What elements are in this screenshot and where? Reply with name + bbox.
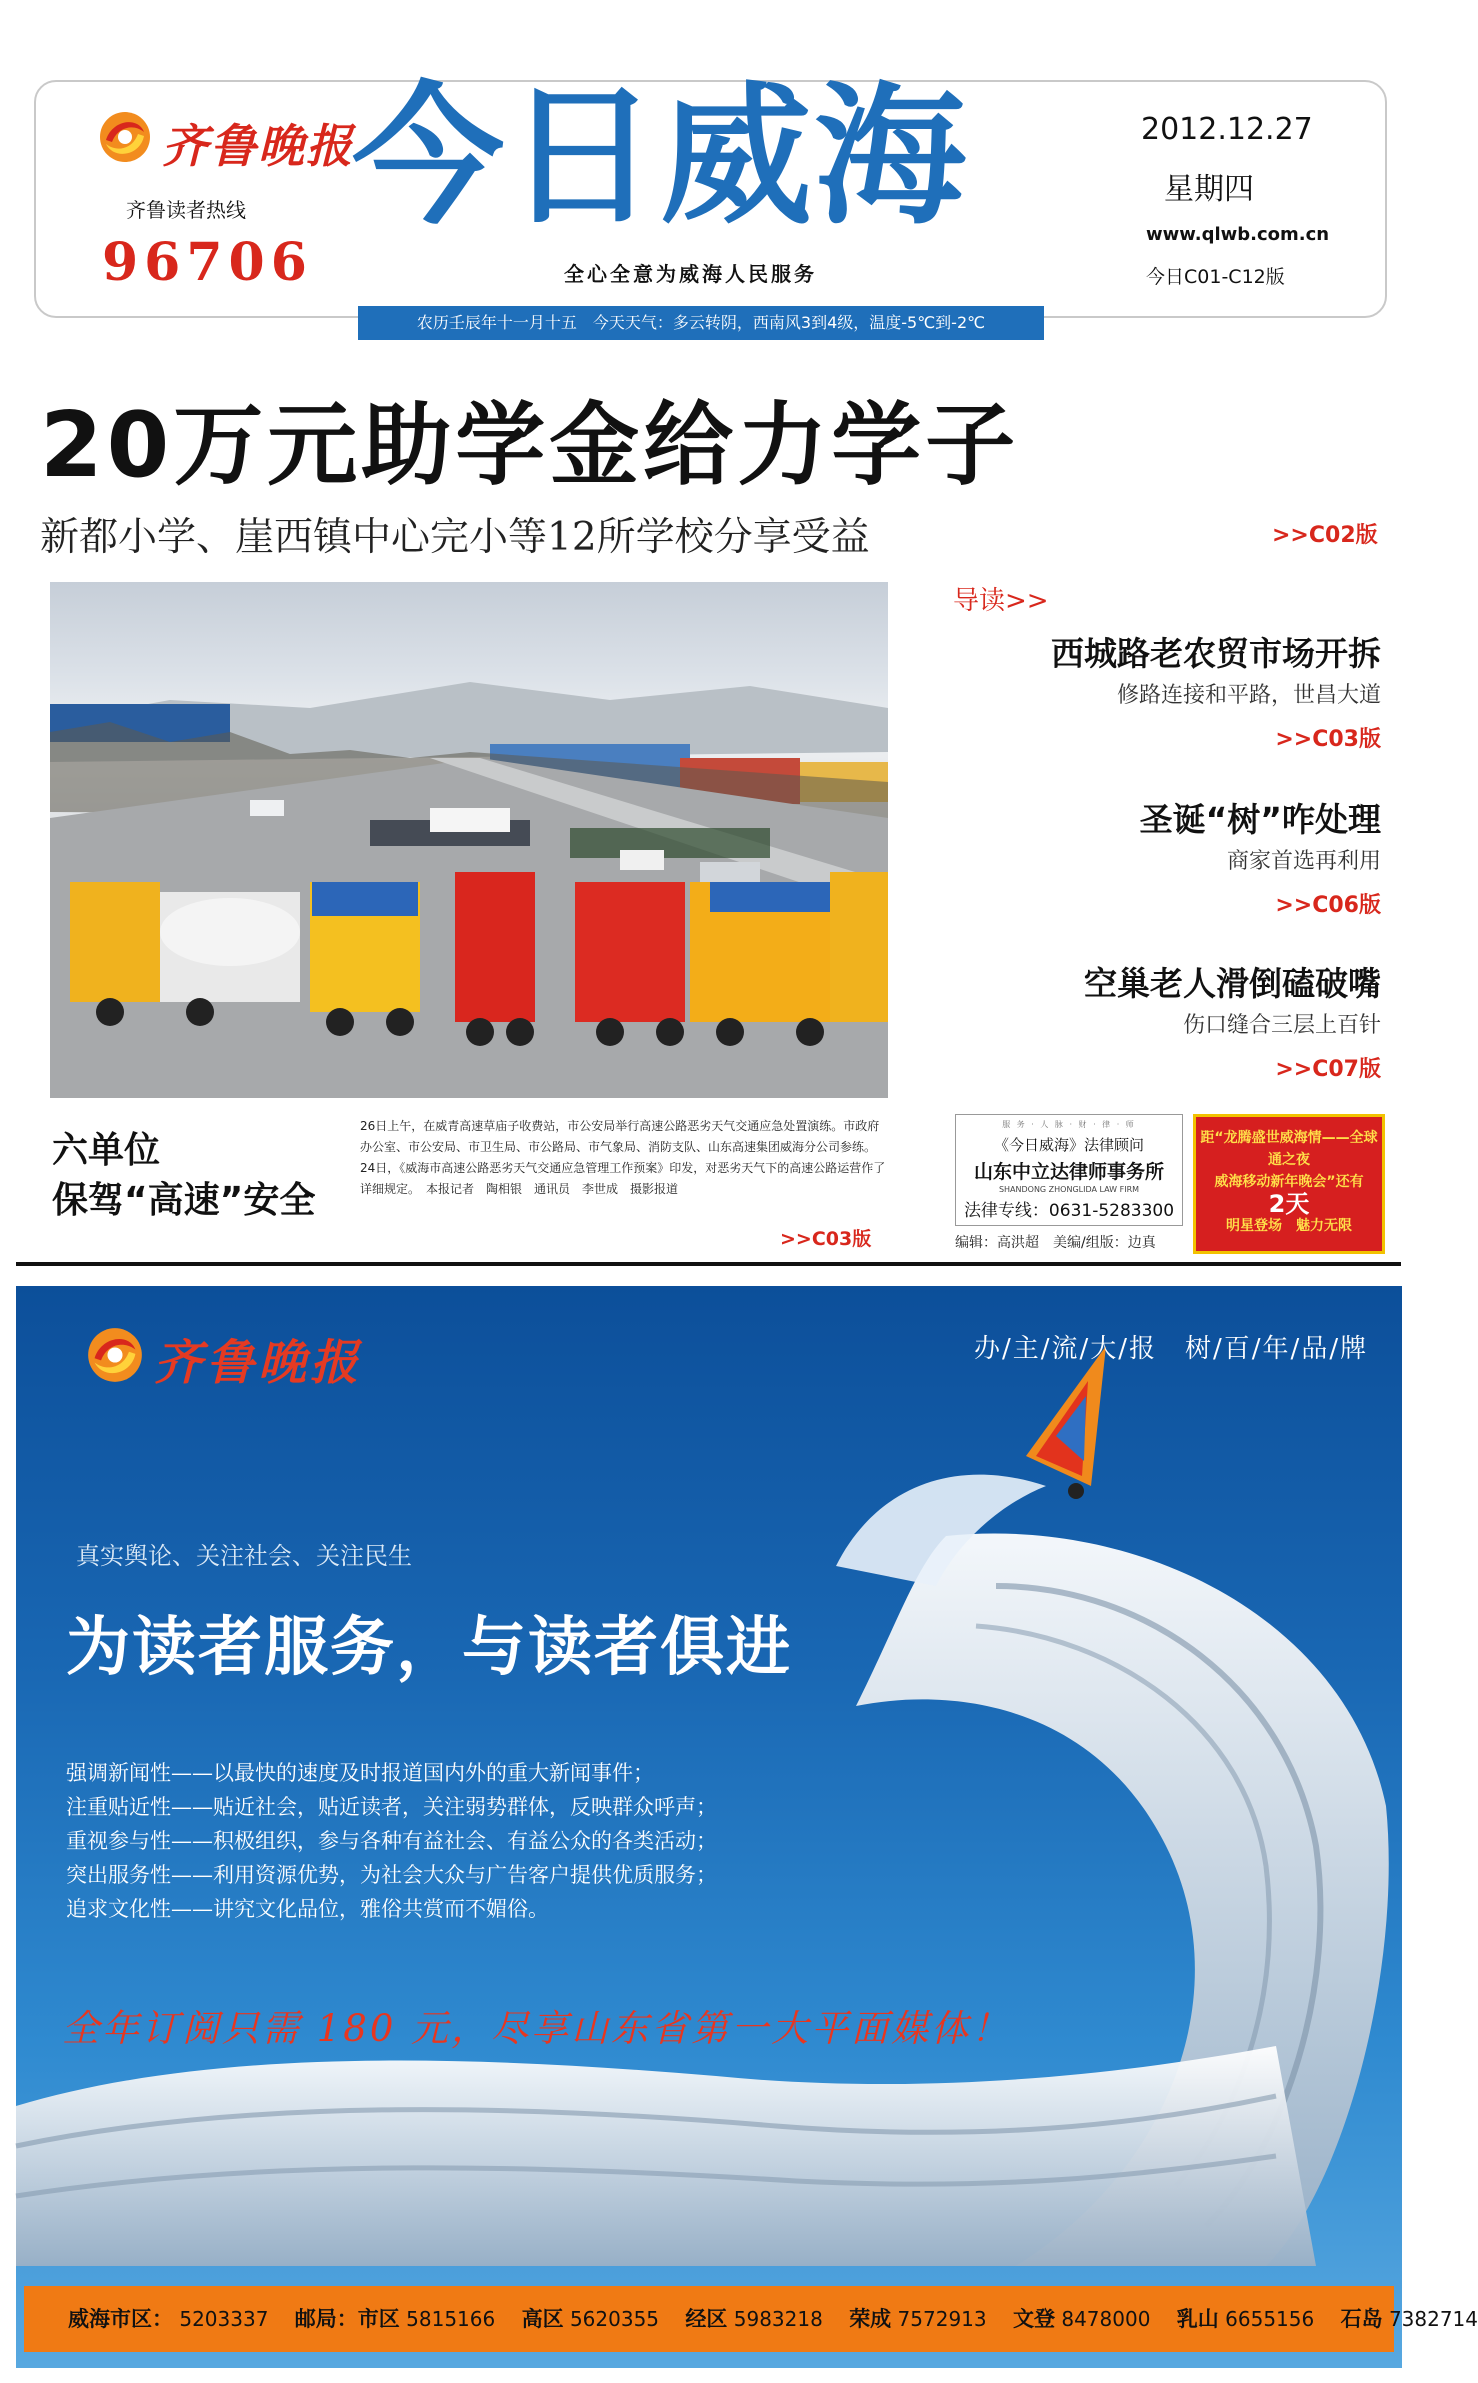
guide-item-jump[interactable]: >>C03版	[1275, 727, 1381, 752]
ad-motto: 办/主/流/大/报 树/百/年/品/牌	[974, 1334, 1369, 1364]
highway-drill-photo	[50, 582, 888, 1098]
newspaper-logo	[70, 104, 360, 173]
contact-label: 文登	[1012, 2307, 1055, 2331]
ad-point: 追求文化性——讲究文化品位，雅俗共赏而不媚俗。	[66, 1897, 549, 1921]
contact-label: 邮局：市区	[294, 2307, 400, 2331]
contact-number: 7572913	[897, 2307, 987, 2331]
swirl-logo-icon	[86, 1326, 144, 1384]
ad-logo-text: 齐鲁晚报	[154, 1335, 363, 1391]
guide-item-jump[interactable]: >>C07版	[1275, 1057, 1381, 1082]
ad-point: 注重贴近性——贴近社会，贴近读者，关注弱势群体，反映群众呼声；	[66, 1795, 717, 1819]
ad-point: 突出服务性——利用资源优势，为社会大众与广告客户提供优质服务；	[66, 1863, 717, 1887]
guide-label: 导读>>	[953, 586, 1049, 616]
ad-tagline: 真实舆论、关注社会、关注民生	[76, 1542, 412, 1570]
section-divider	[16, 1262, 1401, 1266]
guide-item-title[interactable]: 圣诞“树”咋处理	[1139, 800, 1381, 839]
contact-number: 5203337	[179, 2307, 269, 2331]
promo-line2: 威海移动新年晚会”还有	[1214, 1174, 1364, 1190]
law-ad-line3: SHANDONG ZHONGLIDA LAW FIRM	[998, 1185, 1140, 1194]
law-firm-ad[interactable]	[955, 1114, 1183, 1226]
masthead	[34, 68, 1387, 318]
contact-label: 威海市区：	[68, 2307, 173, 2331]
contact-label: 石岛	[1340, 2307, 1383, 2331]
hotline-label: 齐鲁读者热线	[126, 198, 246, 222]
guide-item-sub: 伤口缝合三层上百针	[1182, 1013, 1381, 1038]
guide-item-title[interactable]: 西城路老农贸市场开拆	[1051, 634, 1381, 673]
website-link[interactable]: www.qlwb.com.cn	[1146, 224, 1330, 245]
gala-countdown-ad[interactable]	[1193, 1114, 1385, 1254]
news-photo	[50, 582, 888, 1098]
issue-date: 2012.12.27	[1141, 112, 1313, 147]
lead-headline[interactable]: 20万元助学金给力学子	[40, 393, 1020, 498]
guide-item-sub: 修路连接和平路，世昌大道	[1116, 683, 1381, 708]
slogan: 全心全意为威海人民服务	[564, 262, 817, 286]
ad-price-line: 全年订阅只需 180 元，尽享山东省第一大平面媒体！	[62, 2007, 1012, 2050]
ad-title: 为读者服务，与读者俱进	[66, 1610, 792, 1685]
ad-contact-footer	[24, 2286, 1478, 2352]
promo-line1: 距“龙腾盛世威海情——全球通之夜	[1200, 1130, 1378, 1168]
contact-label: 高区	[521, 2307, 564, 2331]
ad-point: 重视参与性——积极组织，参与各种有益社会、有益公众的各类活动；	[66, 1829, 717, 1853]
guide-item-title[interactable]: 空巢老人滑倒磕破嘴	[1084, 964, 1381, 1003]
promo-line3: 明星登场 魅力无限	[1226, 1218, 1352, 1234]
edition-info: 今日C01-C12版	[1146, 266, 1285, 288]
law-ad-line1: 《今日威海》法律顾问	[993, 1136, 1144, 1154]
guide-item-jump[interactable]: >>C06版	[1275, 893, 1381, 918]
contact-number: 5620355	[569, 2307, 660, 2331]
contact-number: 6655156	[1225, 2307, 1315, 2331]
photo-story-title-2[interactable]: 保驾“高速”安全	[52, 1180, 316, 1221]
contact-number: 5983218	[733, 2307, 823, 2331]
law-ad-topline: 服 务 · 人 脉 · 财 · 律 · 师	[1002, 1120, 1136, 1129]
contact-label: 经区	[685, 2307, 728, 2331]
swirl-logo-icon	[98, 110, 152, 164]
law-ad-line2: 山东中立达律师事务所	[973, 1161, 1164, 1183]
lead-jump-link[interactable]: >>C02版	[1272, 523, 1378, 548]
lead-subhead: 新都小学、崖西镇中心完小等12所学校分享受益	[40, 515, 870, 560]
contact-label: 乳山	[1176, 2307, 1219, 2331]
photo-story-title-1[interactable]: 六单位	[52, 1130, 161, 1171]
ad-point: 强调新闻性——以最快的速度及时报道国内外的重大新闻事件；	[66, 1761, 654, 1785]
promo-days: 2天	[1268, 1190, 1310, 1218]
weather-bar: 农历壬辰年十一月十五 今天天气：多云转阴，西南风3到4级，温度-5℃到-2℃	[358, 306, 1044, 340]
photo-story-body: 26日上午，在威青高速草庙子收费站，市公安局举行高速公路恶劣天气交通应急处置演练。市政府办公室、市公安局、市卫生局、市公路局、市气象局、消防支队、山东高速集团威海分公司参练。24日，《威海市高速公路恶劣天气交通应急管理工作预案》印发，对恶劣天气下的高速公路运营作了详细规定。 本报记者 陶相银 通讯员 李世成 摄影报道	[360, 1119, 886, 1196]
photo-story-jump[interactable]: >>C03版	[780, 1228, 872, 1250]
contact-label: 荣成	[849, 2307, 892, 2331]
subscription-ad[interactable]	[16, 1286, 1478, 2368]
editor-credits: 编辑：高洪超 美编/组版：边真	[955, 1235, 1156, 1251]
hotline-number: 96706	[102, 232, 313, 293]
contact-number: 8478000	[1061, 2307, 1151, 2331]
contact-number: 5815166	[406, 2307, 496, 2331]
guide-item-sub: 商家首选再利用	[1226, 849, 1381, 874]
issue-weekday: 星期四	[1164, 172, 1254, 207]
logo-text: 齐鲁晚报	[162, 119, 354, 173]
law-ad-phone: 法律专线：0631-5283300	[963, 1201, 1175, 1221]
newspaper-title: 今日威海	[352, 68, 968, 245]
ad-points-list	[66, 1756, 717, 1926]
contact-number: 7382714	[1388, 2307, 1478, 2331]
surfer-icon	[1068, 1483, 1084, 1499]
